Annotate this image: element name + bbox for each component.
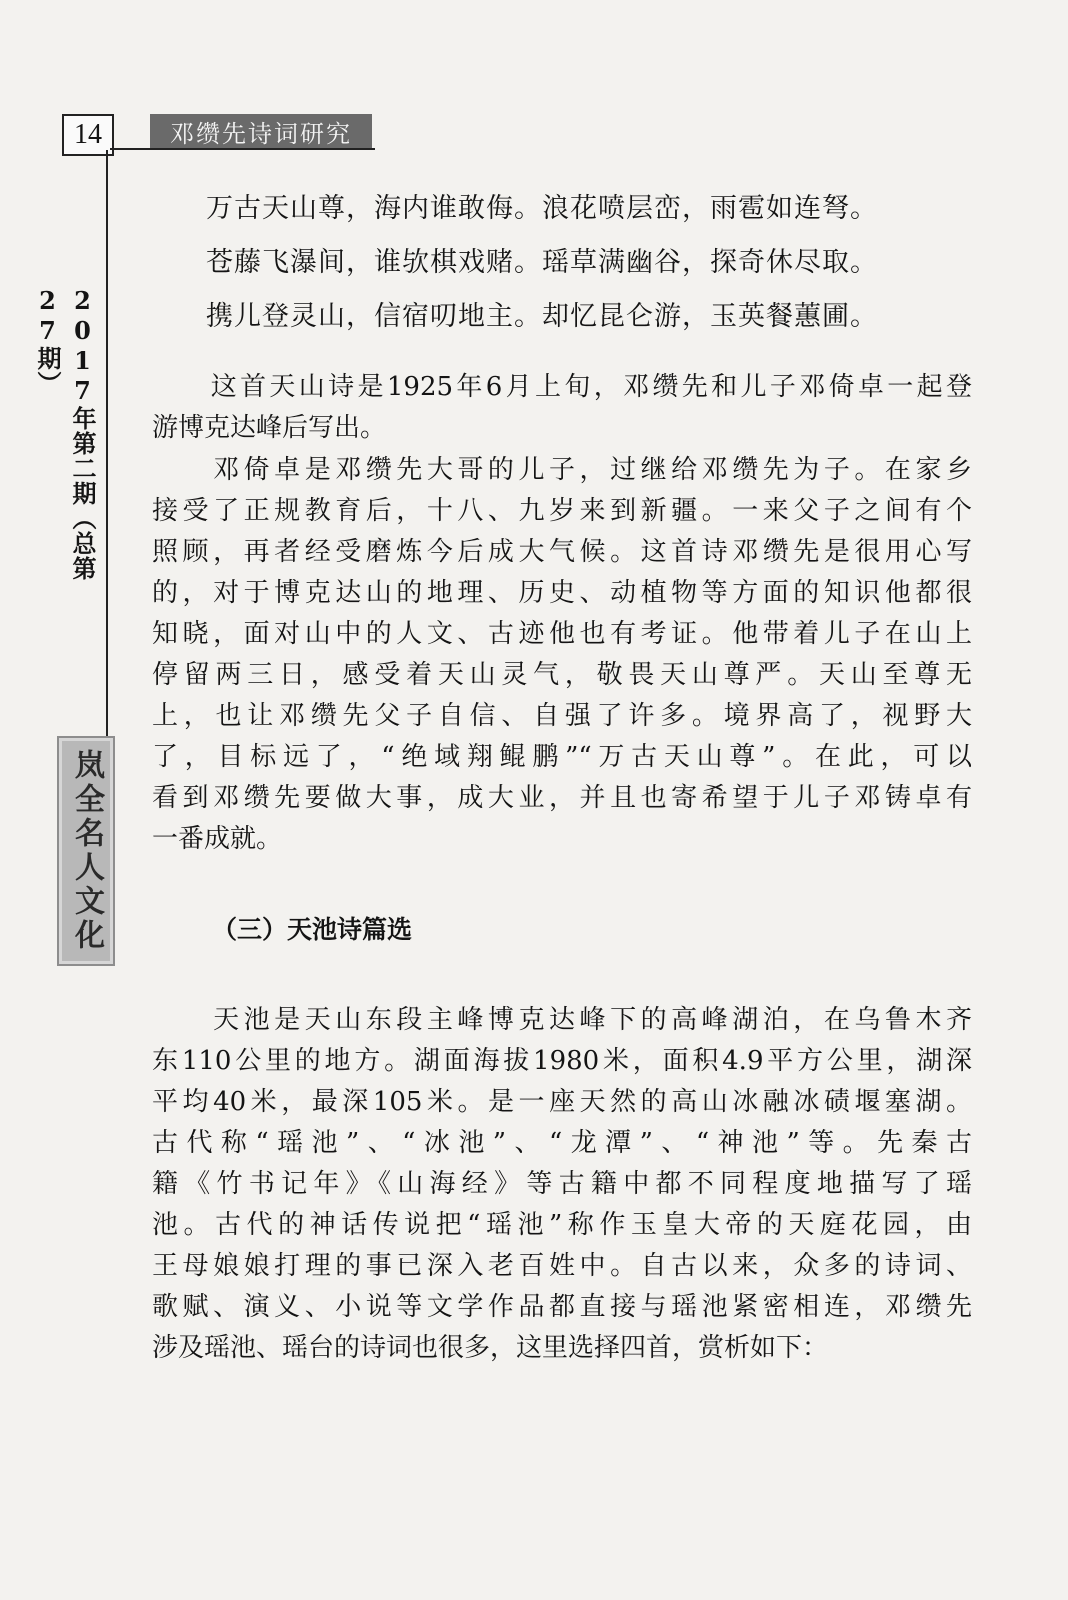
section-heading: （三）天池诗篇选: [212, 915, 413, 944]
poem-line: 苍藤飞瀑间，谁欤棋戏赌。瑶草满幽谷，探奇休尽取。: [206, 247, 878, 278]
paragraph-line: 的，对于博克达山的地理、历史、动植物等方面的知识他都很: [152, 578, 972, 608]
paragraph-line: 邓倚卓是邓缵先大哥的儿子，过继给邓缵先为子。在家乡: [152, 455, 972, 485]
paragraph-line: 停留两三日，感受着天山灵气，敬畏天山尊严。天山至尊无: [152, 660, 972, 690]
page-number: 14: [62, 114, 114, 156]
paragraph-line: 上，也让邓缵先父子自信、自强了许多。境界高了，视野大: [152, 701, 972, 731]
poem: [206, 182, 966, 344]
issue-label: 2017年第二期（总第27期）: [33, 286, 97, 581]
paragraph-line: 东110公里的地方。湖面海拔1980米，面积4.9平方公里，湖深: [152, 1046, 972, 1076]
paragraph-line: 接受了正规教育后，十八、九岁来到新疆。一来父子之间有个: [152, 496, 972, 526]
paragraph-line: 歌赋、演义、小说等文学作品都直接与瑶池紧密相连，邓缵先: [152, 1292, 972, 1322]
paragraph-line: 了，目标远了，“绝域翔鲲鹏”“万古天山尊”。在此，可以: [152, 742, 972, 772]
paragraph-line: 池。古代的神话传说把“瑶池”称作玉皇大帝的天庭花园，由: [152, 1210, 972, 1240]
running-header-title: 邓缵先诗词研究: [150, 114, 372, 148]
paragraph-line: 知晓，面对山中的人文、古迹他也有考证。他带着儿子在山上: [152, 619, 972, 649]
seal-text: 岚全名人文化: [69, 749, 104, 953]
paragraph-line: 看到邓缵先要做大事，成大业，并且也寄希望于儿子邓铸卓有: [152, 783, 972, 813]
seal-stamp: [57, 736, 115, 966]
paragraph-line: 籍《竹书记年》《山海经》等古籍中都不同程度地描写了瑶: [152, 1169, 972, 1199]
paragraph-line: 涉及瑶池、瑶台的诗词也很多，这里选择四首，赏析如下：: [152, 1333, 829, 1363]
paragraph-line: 照顾，再者经受磨炼今后成大气候。这首诗邓缵先是很用心写: [152, 537, 972, 567]
poem-line: 携儿登灵山，信宿叨地主。却忆昆仑游，玉英餐蕙圃。: [206, 301, 878, 332]
poem-line: 万古天山尊，海内谁敢侮。浪花喷层峦，雨雹如连弩。: [206, 193, 878, 224]
margin-vertical-rule: [106, 150, 108, 740]
paragraph-line: 这首天山诗是1925年6月上旬，邓缵先和儿子邓倚卓一起登: [152, 372, 972, 402]
paragraph-line: 游博克达峰后写出。: [152, 413, 387, 443]
paragraph-line: 古代称“瑶池”、“冰池”、“龙潭”、“神池”等。先秦古: [152, 1128, 972, 1158]
paragraph-line: 天池是天山东段主峰博克达峰下的高峰湖泊，在乌鲁木齐: [152, 1005, 972, 1035]
paragraph-line: 王母娘娘打理的事已深入老百姓中。自古以来，众多的诗词、: [152, 1251, 972, 1281]
paragraph-line: 一番成就。: [152, 824, 283, 854]
paragraph-line: 平均40米，最深105米。是一座天然的高山冰融冰碛堰塞湖。: [152, 1087, 972, 1117]
